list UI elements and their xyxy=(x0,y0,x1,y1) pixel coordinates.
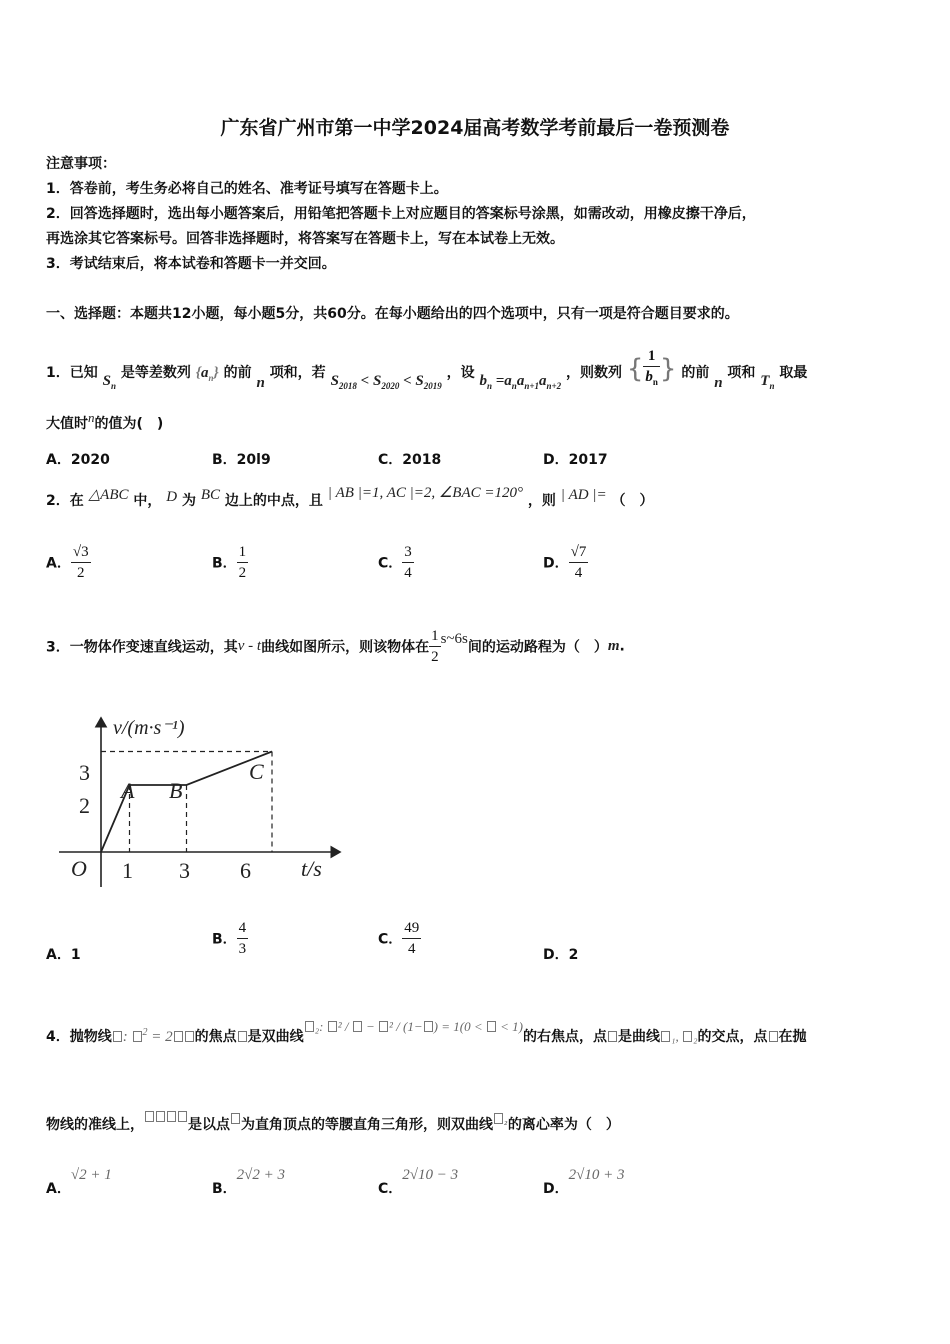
q3-option-d[interactable]: D．2 xyxy=(543,947,579,963)
q4-hyperbola: ₂: ² / − ² / (1− ) = 1(0 < < 1) xyxy=(304,1019,523,1034)
q2-triangle: △ABC xyxy=(88,487,129,503)
origin-label: O xyxy=(71,856,87,881)
notice-item-3: 3．考试结束后，将本试卷和答题卡一并交回。 xyxy=(46,256,336,272)
q1-an-seq: $\{a_n\}$ xyxy=(195,365,219,383)
q1-n: n xyxy=(256,375,265,391)
point-b-label: B xyxy=(169,778,183,803)
q1-text: 1．已知 xyxy=(46,365,98,381)
q2-option-c[interactable]: C． $\frac{3}{4}$ xyxy=(378,544,412,581)
q3-option-c[interactable]: C． $\frac{49}{4}$ xyxy=(378,920,420,957)
q2-condition: | AB |=1, AC |=2, ∠BAC =120° xyxy=(327,485,523,501)
x-axis-label: t/s xyxy=(301,856,322,881)
q3-fraction: $\frac{1}{2}$ xyxy=(431,628,439,665)
y-tick-2: 2 xyxy=(79,793,90,818)
q1-text: ，设 xyxy=(446,365,475,381)
notice-item-1: 1．答卷前，考生务必将自己的姓名、准考证号填写在答题卡上。 xyxy=(46,181,448,197)
q1-recip-frac: $\frac{1}{b_n}$ xyxy=(645,348,658,387)
q3-range: s~6s xyxy=(440,630,468,647)
q2-option-a[interactable]: A． $\frac{√3}{2}$ xyxy=(46,544,89,581)
q1-line2: 大值时n的值为( ) xyxy=(46,410,164,432)
q1-n: n xyxy=(714,375,723,391)
q1-text: 的前 xyxy=(681,365,710,381)
q4-parabola: : $^2$ = 2 xyxy=(123,1029,195,1045)
q1-option-c[interactable]: C．2018 xyxy=(378,452,442,468)
q2-question-ad: | AD |= xyxy=(560,487,607,503)
q4-option-b[interactable]: B．2√2 + 3 xyxy=(212,1167,286,1197)
q1-tn: $T_n$ xyxy=(760,373,775,391)
q1-recip-seq: { xyxy=(626,354,644,384)
q1-text: 取最 xyxy=(779,365,808,381)
q4-option-d[interactable]: D．2√10 + 3 xyxy=(543,1167,625,1197)
q2-segment-bc: BC xyxy=(200,487,221,503)
q1-text: 项和 xyxy=(727,365,756,381)
section-heading: 一、选择题：本题共12小题，每小题5分，共60分。在每小题给出的四个选项中，只有一项是符合题目要求的。 xyxy=(46,306,739,322)
q1-text: ，则数列 xyxy=(565,365,622,381)
notice-heading: 注意事项： xyxy=(46,156,116,172)
notice-item-2: 2．回答选择题时，选出每小题答案后，用铅笔把答题卡上对应题目的答案标号涂黑，如需改动，用橡皮擦干净后， xyxy=(46,206,756,222)
x-tick-1: 1 xyxy=(122,858,133,883)
point-a-label: A xyxy=(121,778,135,803)
q1-bn-def: $b_n =a_na_{n+1}a_{n+2}$ xyxy=(479,373,562,391)
point-c-label: C xyxy=(249,759,264,784)
q4-line2: 物线的准线上， 是以点 为直角顶点的等腰直角三角形，则双曲线 $^{_2}$的离心率为（ ） xyxy=(46,1114,620,1134)
q3-option-a[interactable]: A．1 xyxy=(46,947,81,963)
page-title: 广东省广州市第一中学2024届高考数学考前最后一卷预测卷 xyxy=(220,117,730,139)
q1-text: 是等差数列 xyxy=(120,365,191,381)
x-tick-6: 6 xyxy=(240,858,251,883)
q3-line: 3．一物体作变速直线运动，其v - t曲线如图所示，则该物体在 $\frac{1}{2}$ s~6s间的运动路程为（ ）m. xyxy=(46,628,625,665)
q4-curves: ₁, ₂ xyxy=(660,1029,698,1044)
q1-line1: 1．已知 $S_n$ 是等差数列 $\{a_n\}$ 的前 n 项和，若 $S_{2018} < S_{2020} < S_{2019}$ ，设 $b_n =a_na_{n+1}a_{n+2}$ ，则数列 { $\frac{1}{b_n}$ } 的前 n 项和 $T_n$ 取最 xyxy=(46,348,808,391)
q3-vt: v - t xyxy=(237,638,262,654)
q1-option-a[interactable]: A．2020 xyxy=(46,452,110,468)
q3-option-b[interactable]: B． $\frac{4}{3}$ xyxy=(212,920,247,957)
x-tick-3: 3 xyxy=(179,858,190,883)
q4-option-a[interactable]: A．√2 + 1 xyxy=(46,1167,112,1197)
q2-option-d[interactable]: D． $\frac{√7}{4}$ xyxy=(543,544,587,581)
q2-point-d: D xyxy=(166,489,178,505)
q1-text: 的前 xyxy=(223,365,252,381)
q2-line: 2．在 △ABC 中， D 为 BC 边上的中点，且 | AB |=1, AC |=2, ∠BAC =120° ，则 | AD |= （ ） xyxy=(46,485,654,509)
vt-graph xyxy=(55,712,345,897)
q1-text: 项和，若 xyxy=(269,365,326,381)
q1-option-b[interactable]: B．20l9 xyxy=(212,452,271,468)
y-tick-3: 3 xyxy=(79,760,90,785)
q2-option-b[interactable]: B． $\frac{1}{2}$ xyxy=(212,544,247,581)
y-axis-label: v/(m·s⁻¹) xyxy=(113,717,185,739)
q1-inequality: $S_{2018} < S_{2020} < S_{2019}$ xyxy=(330,373,442,391)
q4-line1: 4．抛物线 : $^2$ = 2 的焦点 是双曲线₂: ² / − ² / (1− ) = 1(0 < < 1)的右焦点，点 是曲线 ₁, ₂的交点，点 在抛 xyxy=(46,1019,807,1045)
q1-option-d[interactable]: D．2017 xyxy=(543,452,608,468)
q4-option-c[interactable]: C．2√10 − 3 xyxy=(378,1167,459,1197)
notice-item-2-cont: 再选涂其它答案标号。回答非选择题时，将答案写在答题卡上，写在本试卷上无效。 xyxy=(46,231,564,247)
q1-sn: $S_n$ xyxy=(102,373,116,391)
